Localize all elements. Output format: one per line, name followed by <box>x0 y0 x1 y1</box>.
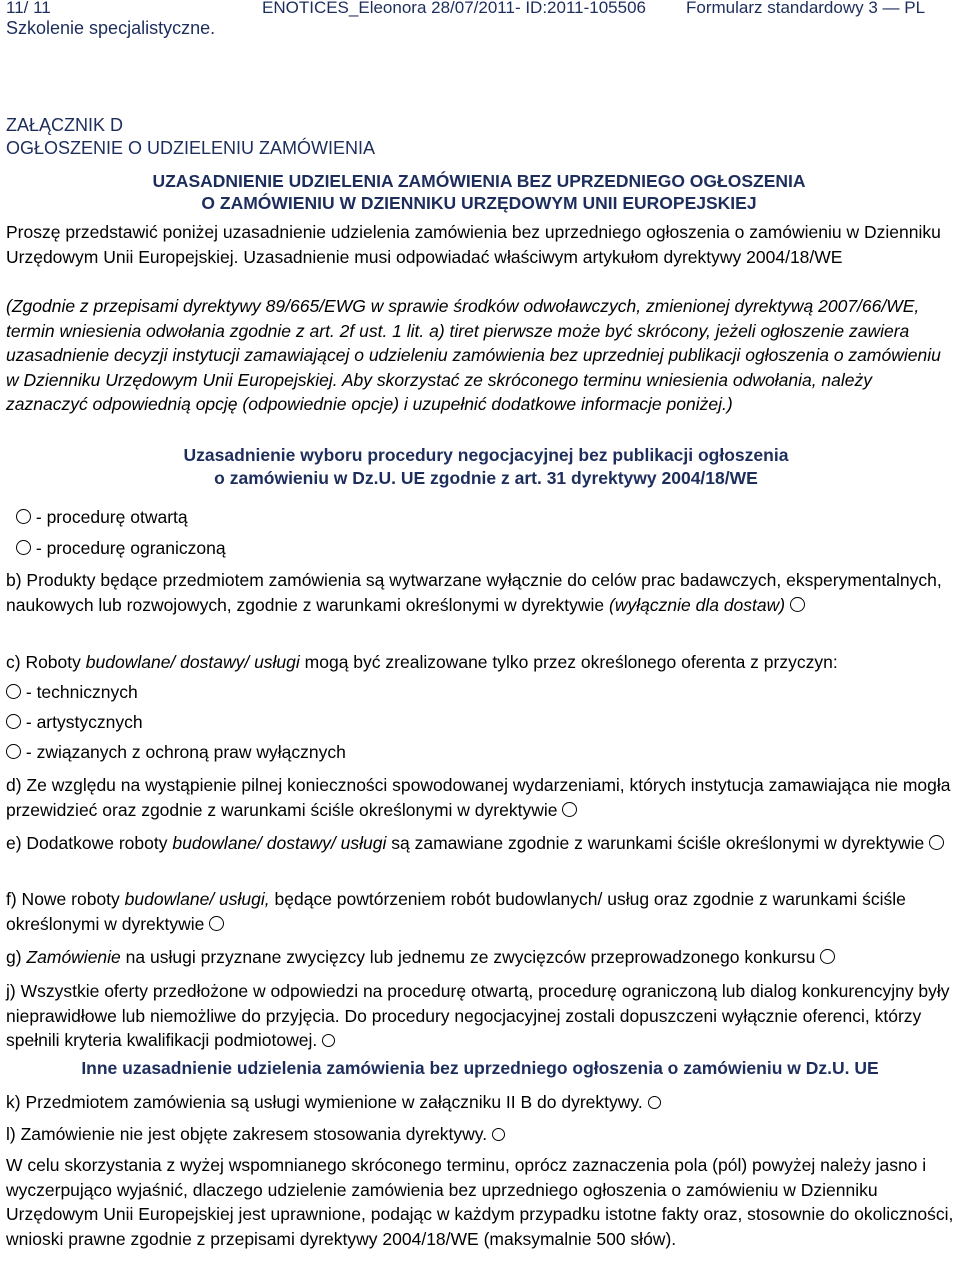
option-open-procedure[interactable] <box>16 505 188 529</box>
item-e-suffix: są zamawiane zgodnie z warunkami ściśle określonymi w dyrektywie <box>391 833 925 853</box>
page-header <box>6 0 956 20</box>
option-exclusive-rights[interactable] <box>6 740 346 764</box>
option-label: - technicznych <box>25 682 138 702</box>
item-d-text: d) Ze względu na wystąpienie pilnej konieczności spowodowanej wydarzeniami, których instytucja zamawiająca nie mogła przewidzieć oraz zgodnie z warunkami ściśle określonymi w dyrektywie <box>6 775 951 820</box>
item-b-text: b) Produkty będące przedmiotem zamówienia są wytwarzane wyłącznie do celów prac badawczych, eksperymentalnych, naukowych lub rozwojowych, zgodnie z warunkami określonymi w dyrektywie <box>6 570 942 615</box>
option-label: - procedurę ograniczoną <box>35 538 226 558</box>
item-d <box>6 773 954 822</box>
radio-circle-icon[interactable] <box>929 835 944 850</box>
note-paragraph <box>6 294 954 417</box>
item-c-prefix: c) Roboty <box>6 652 81 672</box>
radio-circle-icon[interactable] <box>16 509 31 524</box>
radio-circle-icon[interactable] <box>820 949 835 964</box>
option-technical[interactable] <box>6 680 138 704</box>
radio-circle-icon[interactable] <box>562 802 577 817</box>
item-k-text: k) Przedmiotem zamówienia są usługi wymienione w załączniku II B do dyrektywy. <box>6 1092 643 1112</box>
radio-circle-icon[interactable] <box>16 540 31 555</box>
section-heading-line1: UZASADNIENIE UDZIELENIA ZAMÓWIENIA BEZ UPRZEDNIEGO OGŁOSZENIA <box>152 171 806 191</box>
item-b <box>6 568 954 617</box>
item-f-suffix: będące powtórzeniem robót budowlanych/ usług oraz zgodnie z warunkami ściśle określonymi w dyrektywie <box>6 889 906 934</box>
radio-circle-icon[interactable] <box>6 684 21 699</box>
item-g-prefix: g) <box>6 947 22 967</box>
other-justification-heading: Inne uzasadnienie udzielenia zamówienia bez uprzedniego ogłoszenia o zamówieniu w Dz.U. UE <box>81 1058 879 1078</box>
option-label: - artystycznych <box>25 712 143 732</box>
item-b-italic: (wyłącznie dla dostaw) <box>609 594 786 615</box>
intro-text: Proszę przedstawić poniżej uzasadnienie udzielenia zamówienia bez uprzedniego ogłoszenia o zamówieniu w Dzienniku Urzędowym Unii Europejskiej. <box>6 222 941 267</box>
option-restricted-procedure[interactable] <box>16 536 226 560</box>
radio-circle-icon[interactable] <box>492 1128 505 1141</box>
item-l-text: l) Zamówienie nie jest objęte zakresem stosowania dyrektywy. <box>6 1124 488 1144</box>
option-label: - związanych z ochroną praw wyłącznych <box>25 742 346 762</box>
item-e-italic: budowlane/ dostawy/ usługi <box>172 833 387 853</box>
radio-circle-icon[interactable] <box>209 916 224 931</box>
radio-circle-icon[interactable] <box>790 597 805 612</box>
item-c-suffix: mogą być zrealizowane tylko przez określonego oferenta z przyczyn: <box>304 652 838 672</box>
section-heading <box>6 170 952 214</box>
item-g <box>6 945 954 970</box>
radio-circle-icon[interactable] <box>322 1034 335 1047</box>
item-e-prefix: e) Dodatkowe roboty <box>6 833 168 853</box>
annex-title: ZAŁĄCZNIK D <box>6 115 124 135</box>
item-e <box>6 831 954 856</box>
item-g-suffix: na usługi przyznane zwycięzcy lub jednemu ze zwycięzców przeprowadzonego konkursu <box>125 947 816 967</box>
item-c-italic: budowlane/ dostawy/ usługi <box>85 652 300 672</box>
item-c <box>6 650 954 675</box>
page-number: 11/ 11 <box>6 0 51 17</box>
section-heading-line2: O ZAMÓWIENIU W DZIENNIKU URZĘDOWYM UNII EUROPEJSKIEJ <box>201 193 757 213</box>
radio-circle-icon[interactable] <box>6 714 21 729</box>
document-id: ENOTICES_Eleonora 28/07/2011- ID:2011-105506 <box>262 0 647 17</box>
note-shortened-term-text: Aby skorzystać ze skróconego terminu wniesienia odwołania, należy zaznaczyć odpowiednią opcję (odpowiednie opcje) i uzupełnić dodatkowe informacje poniżej.) <box>6 369 873 414</box>
item-f <box>6 887 954 936</box>
intro-paragraph <box>6 220 954 269</box>
intro-directive-text: Uzasadnienie musi odpowiadać właściwym artykułom dyrektywy 2004/18/WE <box>243 246 843 267</box>
item-g-italic: Zamówienie <box>26 947 121 967</box>
option-label: - procedurę otwartą <box>35 507 188 527</box>
procedure-heading-line2: o zamówieniu w Dz.U. UE zgodnie z art. 31 dyrektywy 2004/18/WE <box>214 468 758 488</box>
option-artistic[interactable] <box>6 710 143 734</box>
form-name: Formularz standardowy 3 — PL <box>686 0 926 17</box>
closing-paragraph: W celu skorzystania z wyżej wspomnianego skróconego terminu, oprócz zaznaczenia pola (pól) powyżej należy jasno i wyczerpująco wyjaśnić, dlaczego udzielenie zamówienia bez uprzedniego ogłoszenia o zamówieniu w Dzienniku Urzędowym Unii Europejskiej jest uprawnione, podając w każdym przypadku istotne fakty oraz, stosownie do okoliczności, wnioski prawne zgodnie z przepisami dyrektywy 2004/18/WE (maksymalnie 500 słów). <box>6 1155 954 1249</box>
training-title: Szkolenie specjalistyczne. <box>6 18 216 38</box>
annex-subtitle: OGŁOSZENIE O UDZIELENIU ZAMÓWIENIA <box>6 138 376 158</box>
procedure-heading-line1: Uzasadnienie wyboru procedury negocjacyjnej bez publikacji ogłoszenia <box>183 445 789 465</box>
item-l <box>6 1122 954 1147</box>
radio-circle-icon[interactable] <box>6 744 21 759</box>
item-j <box>6 979 954 1053</box>
radio-circle-icon[interactable] <box>648 1096 661 1109</box>
item-f-italic: budowlane/ usługi, <box>124 889 270 909</box>
item-k <box>6 1090 954 1115</box>
procedure-heading <box>150 444 822 490</box>
note-text: (Zgodnie z przepisami dyrektywy 89/665/EWG w sprawie środków odwoławczych, zmienionej dyrektywą 2007/66/WE, termin wniesienia odwołania zgodnie z art. 2f ust. 1 lit. a) tiret pierwsze może być skrócony, jeżeli ogłoszenie zawiera uzasadnienie decyzji instytucji zamawiającej o udzieleniu zamówienia bez uprzedniej publikacji ogłoszenia o zamówieniu w Dzienniku Urzędowym Unii Europejskiej. <box>6 296 941 390</box>
item-f-prefix: f) Nowe roboty <box>6 889 120 909</box>
item-j-text: j) Wszystkie oferty przedłożone w odpowiedzi na procedurę otwartą, procedurę ograniczoną lub dialog konkurencyjny były nieprawidłowe lub niemożliwe do przyjęcia. Do procedury negocjacyjnej zostali dopuszczeni wyłącznie oferenci, którzy spełnili kryteria kwalifikacji podmiotowej. <box>6 981 950 1050</box>
